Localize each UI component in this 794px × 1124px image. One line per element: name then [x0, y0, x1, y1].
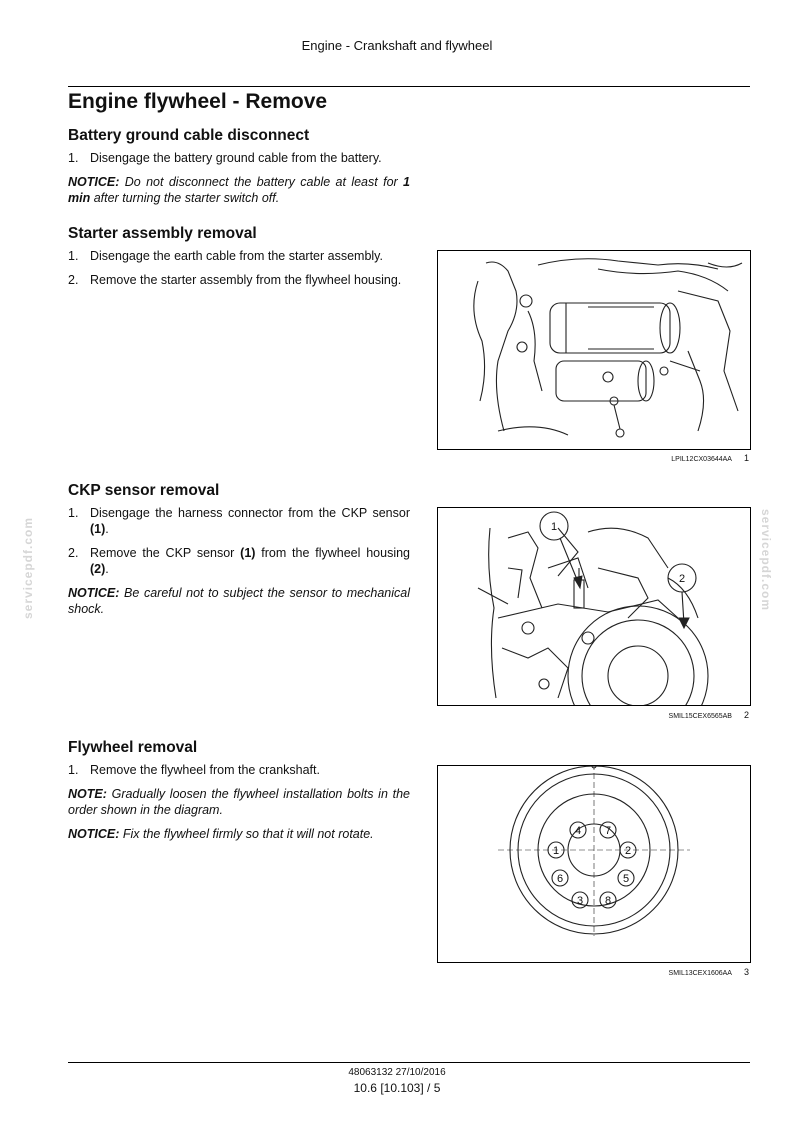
figure-code: LPIL12CX03644AA [671, 456, 732, 463]
notice-text: Do not disconnect the battery cable at least for [119, 175, 404, 189]
footer-page-number: 10.6 [10.103] / 5 [353, 1081, 441, 1095]
figure-flywheel-bolt-order [437, 765, 751, 963]
section-heading: Starter assembly removal [68, 225, 257, 242]
notice-text: Fix the flywheel firmly so that it will not rotate. [119, 827, 374, 841]
notice-emphasis: 1 min [68, 175, 410, 205]
figure-caption [437, 453, 749, 463]
callout-1: 1 [550, 521, 558, 533]
watermark-right: servicepdf.com [759, 508, 773, 612]
bolt-label: 3 [576, 895, 584, 907]
callout-ref: (1) [90, 522, 106, 536]
step-text: Disengage the harness connector from the CKP sensor [90, 506, 410, 520]
figure-starter-assembly [437, 250, 751, 450]
notice-label: NOTICE: [68, 827, 120, 841]
footer-document-code: 48063132 27/10/2016 [348, 1067, 446, 1078]
bolt-label: 6 [556, 873, 564, 885]
step-text: Remove the flywheel from the crankshaft. [90, 763, 320, 777]
section-heading: Battery ground cable disconnect [68, 127, 310, 144]
notice [68, 174, 410, 206]
step-text: Disengage the battery ground cable from the battery. [90, 151, 382, 165]
step-number: 1. [68, 763, 79, 777]
note [68, 786, 410, 818]
callout-ref: (2) [90, 562, 106, 576]
step-text: from the flywheel housing [255, 546, 410, 560]
section-heading: Flywheel removal [68, 739, 198, 756]
bolt-label: 2 [624, 845, 632, 857]
section-starter [68, 226, 410, 296]
bolt-label: 4 [574, 825, 582, 837]
bolt-label: 5 [622, 873, 630, 885]
callout-ref: (1) [240, 546, 256, 560]
figure-number: 2 [743, 710, 749, 720]
step-number: 1. [68, 506, 79, 520]
section-ckp [68, 483, 410, 625]
note-label: NOTE: [68, 787, 107, 801]
header-divider [68, 86, 750, 87]
notice-text: after turning the starter switch off. [90, 191, 280, 205]
figure-number: 1 [743, 453, 749, 463]
figure-code: SMIL15CEX6565AB [668, 713, 732, 720]
step-text: Remove the CKP sensor [90, 546, 241, 560]
step-number: 2. [68, 546, 79, 560]
step-text: . [105, 522, 109, 536]
step [68, 545, 410, 577]
callout-2: 2 [678, 573, 686, 585]
bolt-label: 7 [604, 825, 612, 837]
figure-caption [437, 710, 749, 720]
figure-caption [437, 967, 749, 977]
figure-number: 3 [743, 967, 749, 977]
step [68, 272, 410, 288]
footer-divider [68, 1062, 750, 1063]
step [68, 150, 410, 166]
notice [68, 585, 410, 617]
note-text: Gradually loosen the flywheel installation bolts in the order shown in the diagram. [68, 787, 410, 817]
step-number: 1. [68, 151, 79, 165]
step-text: . [105, 562, 109, 576]
running-header: Engine - Crankshaft and flywheel [301, 38, 493, 53]
step-text: Disengage the earth cable from the starter assembly. [90, 249, 383, 263]
section-heading: CKP sensor removal [68, 482, 220, 499]
step-number: 1. [68, 249, 79, 263]
bolt-label: 1 [552, 845, 560, 857]
step-number: 2. [68, 273, 79, 287]
step-text: Remove the starter assembly from the flywheel housing. [90, 273, 402, 287]
figure-ckp-sensor [437, 507, 751, 706]
step [68, 505, 410, 537]
section-flywheel [68, 740, 410, 850]
watermark-left: servicepdf.com [21, 516, 35, 620]
figure-code: SMIL13CEX1606AA [668, 970, 732, 977]
page-title: Engine flywheel - Remove [68, 90, 328, 113]
notice-label: NOTICE: [68, 175, 120, 189]
notice-text: Be careful not to subject the sensor to mechanical shock. [68, 586, 410, 616]
notice-label: NOTICE: [68, 586, 120, 600]
section-battery [68, 128, 410, 214]
notice [68, 826, 410, 842]
step [68, 762, 410, 778]
step [68, 248, 410, 264]
bolt-label: 8 [604, 895, 612, 907]
